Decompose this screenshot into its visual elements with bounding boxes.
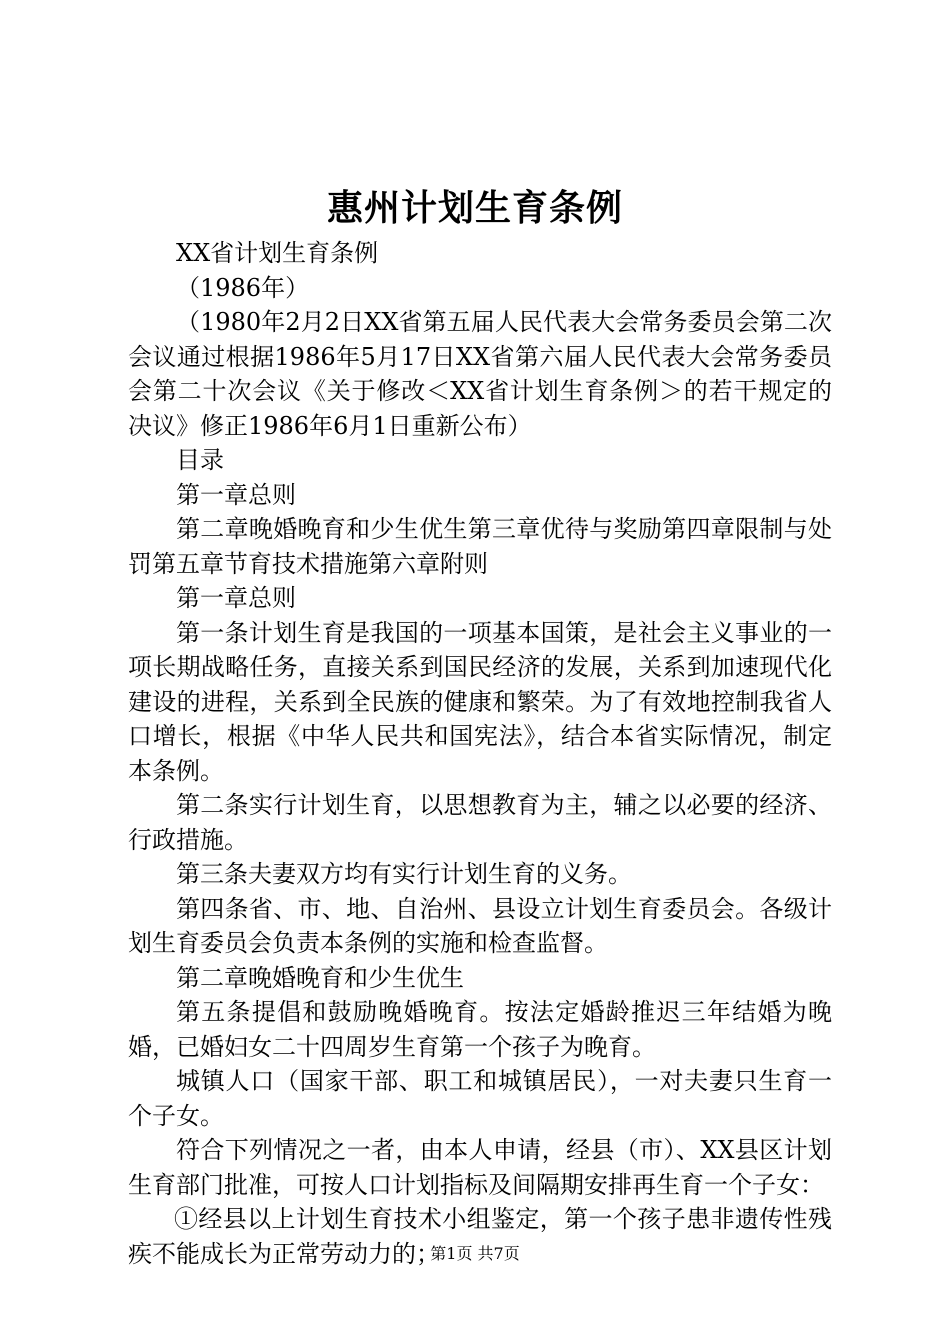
paragraph-article-2: 第二条实行计划生育，以思想教育为主，辅之以必要的经济、行政措施。 (128, 791, 832, 854)
paragraph-condition-1: ①经县以上计划生育技术小组鉴定，第一个孩子患非遗传性残疾不能成长为正常劳动力的； (128, 1205, 832, 1268)
paragraph-urban-population: 城镇人口（国家干部、职工和城镇居民），一对夫妻只生育一个子女。 (128, 1067, 832, 1130)
page-footer: 第1页 共7页 (430, 1244, 520, 1263)
paragraph-chapter-1-heading: 第一章总则 (176, 584, 296, 612)
paragraph-law-name: XX省计划生育条例 (176, 239, 379, 267)
paragraph-contents-heading: 目录 (176, 446, 224, 474)
document-title: 惠州计划生育条例 (326, 187, 623, 229)
paragraph-article-1: 第一条计划生育是我国的一项基本国策，是社会主义事业的一项长期战略任务，直接关系到国民经济的发展，关系到加速现代化建设的进程，关系到全民族的健康和繁荣。为了有效地控制我省人口增长，根据《中华人民共和国宪法》，结合本省实际情况，制定本条例。 (128, 618, 832, 785)
paragraph-adoption-note: （1980年2月2日XX省第五届人民代表大会常务委员会第二次会议通过根据1986年5月17日XX省第六届人民代表大会常务委员会第二十次会议《关于修改＜XX省计划生育条例＞的若干规定的决议》修正1986年6月1日重新公布） (128, 308, 832, 440)
paragraph-article-5: 第五条提倡和鼓励晚婚晚育。按法定婚龄推迟三年结婚为晚婚，已婚妇女二十四周岁生育第一个孩子为晚育。 (128, 998, 832, 1061)
paragraph-chapter-2-heading: 第二章晚婚晚育和少生优生 (176, 963, 464, 992)
paragraph-year: （1986年） (176, 273, 310, 302)
paragraph-contents-chapter-1: 第一章总则 (176, 480, 296, 509)
paragraph-contents-chapters: 第二章晚婚晚育和少生优生第三章优待与奖励第四章限制与处罚第五章节育技术措施第六章附则 (128, 515, 832, 578)
paragraph-second-child-conditions: 符合下列情况之一者，由本人申请，经县（市）、XX县区计划生育部门批准，可按人口计划指标及间隔期安排再生育一个子女： (128, 1136, 832, 1199)
document-body (128, 236, 832, 1271)
paragraph-article-4: 第四条省、市、地、自治州、县设立计划生育委员会。各级计划生育委员会负责本条例的实施和检查监督。 (128, 894, 832, 957)
paragraph-article-3: 第三条夫妻双方均有实行计划生育的义务。 (176, 860, 632, 888)
